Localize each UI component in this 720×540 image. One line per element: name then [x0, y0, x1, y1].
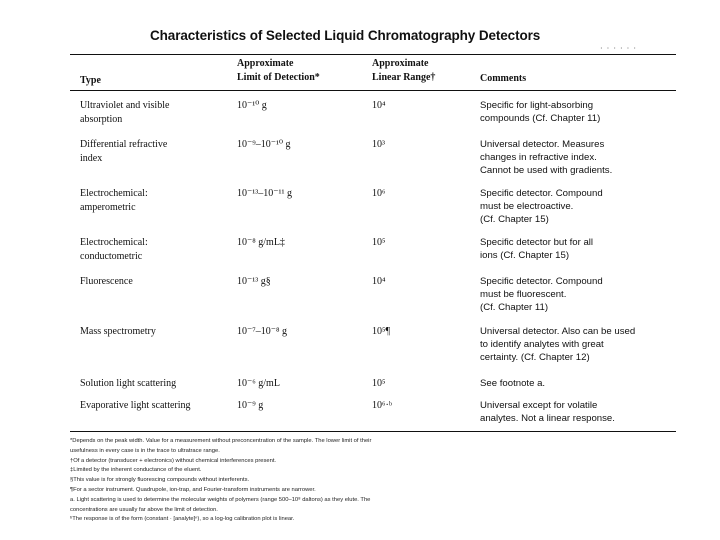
header-range-line2: Linear Range† — [372, 72, 436, 83]
table-row-type — [80, 236, 230, 263]
table-row-comments — [480, 275, 680, 314]
table-row-range: 10⁵ — [372, 378, 386, 389]
type-line: Mass spectrometry — [80, 326, 156, 337]
table-row-comments — [480, 236, 680, 262]
comment-line: Universal detector. Also can be used — [480, 326, 636, 337]
table-row-lod: 10⁻⁹–10⁻¹⁰ g — [237, 139, 291, 150]
type-line: Ultraviolet and visible — [80, 100, 170, 111]
comment-line: analytes. Not a linear response. — [480, 413, 615, 424]
table-row-comments — [480, 399, 680, 425]
table-row-lod: 10⁻⁸ g/mL‡ — [237, 237, 285, 248]
footnote: usefulness in every case is in the trace to ultratrace range. — [70, 447, 220, 454]
table-header-rule — [70, 90, 676, 91]
page-title: Characteristics of Selected Liquid Chromatography Detectors — [150, 28, 541, 43]
comment-line: See footnote a. — [480, 378, 546, 389]
type-line: index — [80, 152, 103, 164]
table-row-type — [80, 325, 230, 339]
footnote: ¶For a sector instrument. Quadrupole, ion-trap, and Fourier-transform instruments are narrower. — [70, 486, 316, 493]
comment-line: Universal except for volatile — [480, 400, 598, 411]
table-row-comments — [480, 138, 680, 177]
header-lod — [237, 57, 320, 85]
footnote: a. Light scattering is used to determine the molecular weights of polymers (range 500–10⁸ daltons) as they elute. The — [70, 496, 371, 503]
footnote: †Of a detector (transducer + electronics) without chemical interferences present. — [70, 457, 277, 464]
header-lod-line1: Approximate — [237, 58, 294, 69]
table-row-type — [80, 377, 230, 391]
comment-line: Specific detector. Compound — [480, 188, 603, 199]
table-row-range: 10⁵ — [372, 237, 386, 248]
table-row-range: 10⁶·ᵇ — [372, 400, 392, 411]
type-line: conductometric — [80, 250, 143, 262]
footnote: ᵇThe response is of the form (constant · [analyte]ⁿ), so a log-log calibration plot is linear. — [70, 516, 295, 523]
comment-line: certainty. (Cf. Chapter 12) — [480, 352, 590, 363]
table-row-lod: 10⁻⁹ g — [237, 400, 264, 411]
comment-line: Specific detector. Compound — [480, 276, 603, 287]
comment-line: Cannot be used with gradients. — [480, 165, 613, 176]
table-row-type — [80, 99, 230, 126]
footnotes — [70, 437, 670, 525]
table-row-type — [80, 138, 230, 165]
table-row-type — [80, 399, 230, 413]
table-row-lod: 10⁻⁶ g/mL — [237, 378, 280, 389]
type-line: amperometric — [80, 201, 136, 213]
comment-line: Universal detector. Measures — [480, 139, 605, 150]
comment-line: changes in refractive index. — [480, 152, 597, 163]
comment-line: ions (Cf. Chapter 15) — [480, 250, 570, 261]
table-row-lod: 10⁻¹³ g§ — [237, 276, 271, 287]
table-row-lod: 10⁻¹⁰ g — [237, 100, 267, 111]
table-row-range: 10⁶ — [372, 188, 386, 199]
comment-line: compounds (Cf. Chapter 11) — [480, 113, 601, 124]
table-row-range: 10⁴ — [372, 100, 386, 111]
type-line: Electrochemical: — [80, 237, 148, 248]
type-line: Electrochemical: — [80, 188, 148, 199]
table-row-type — [80, 275, 230, 289]
header-lod-line2: Limit of Detection* — [237, 72, 320, 83]
comment-line: must be fluorescent. — [480, 289, 567, 300]
table-row-type — [80, 187, 230, 214]
type-line: Evaporative light scattering — [80, 400, 191, 411]
header-comments: Comments — [480, 73, 527, 84]
footnote: §This value is for strongly fluorescing compounds without interferents. — [70, 477, 250, 484]
header-type: Type — [80, 75, 101, 86]
table-row-comments — [480, 187, 680, 226]
type-line: Fluorescence — [80, 276, 133, 287]
table-row-comments — [480, 325, 680, 364]
table-row-range: 10³ — [372, 139, 385, 150]
footnote: *Depends on the peak width. Value for a measurement without preconcentration of the sample. The lower limit of their — [70, 438, 372, 444]
type-line: absorption — [80, 113, 123, 125]
comment-line: must be electroactive. — [480, 201, 574, 212]
table-row-lod: 10⁻⁷–10⁻⁸ g — [237, 326, 288, 337]
footnote: ‡Limited by the inherent conductance of the eluent. — [70, 467, 202, 474]
table-row-range: 10⁴ — [372, 276, 386, 287]
table-top-rule — [70, 54, 676, 55]
table-bottom-rule — [70, 431, 676, 432]
header-range — [372, 57, 435, 85]
footnote: concentrations are usually far above the limit of detection. — [70, 506, 218, 513]
type-line: Differential refractive — [80, 139, 168, 150]
comment-line: Specific for light-absorbing — [480, 100, 594, 111]
comment-line: (Cf. Chapter 15) — [480, 214, 549, 225]
table-row-range: 10⁵¶ — [372, 326, 391, 337]
table-row-comments — [480, 377, 680, 390]
table-row-lod: 10⁻¹³–10⁻¹¹ g — [237, 188, 293, 199]
table-row-comments — [480, 99, 680, 125]
header-range-line1: Approximate — [372, 58, 429, 69]
comment-line: Specific detector but for all — [480, 237, 594, 248]
comment-line: (Cf. Chapter 11) — [480, 302, 549, 313]
type-line: Solution light scattering — [80, 378, 177, 389]
comment-line: to identify analytes with great — [480, 339, 604, 350]
scan-artifact-dots: · · · · · · — [600, 44, 637, 53]
